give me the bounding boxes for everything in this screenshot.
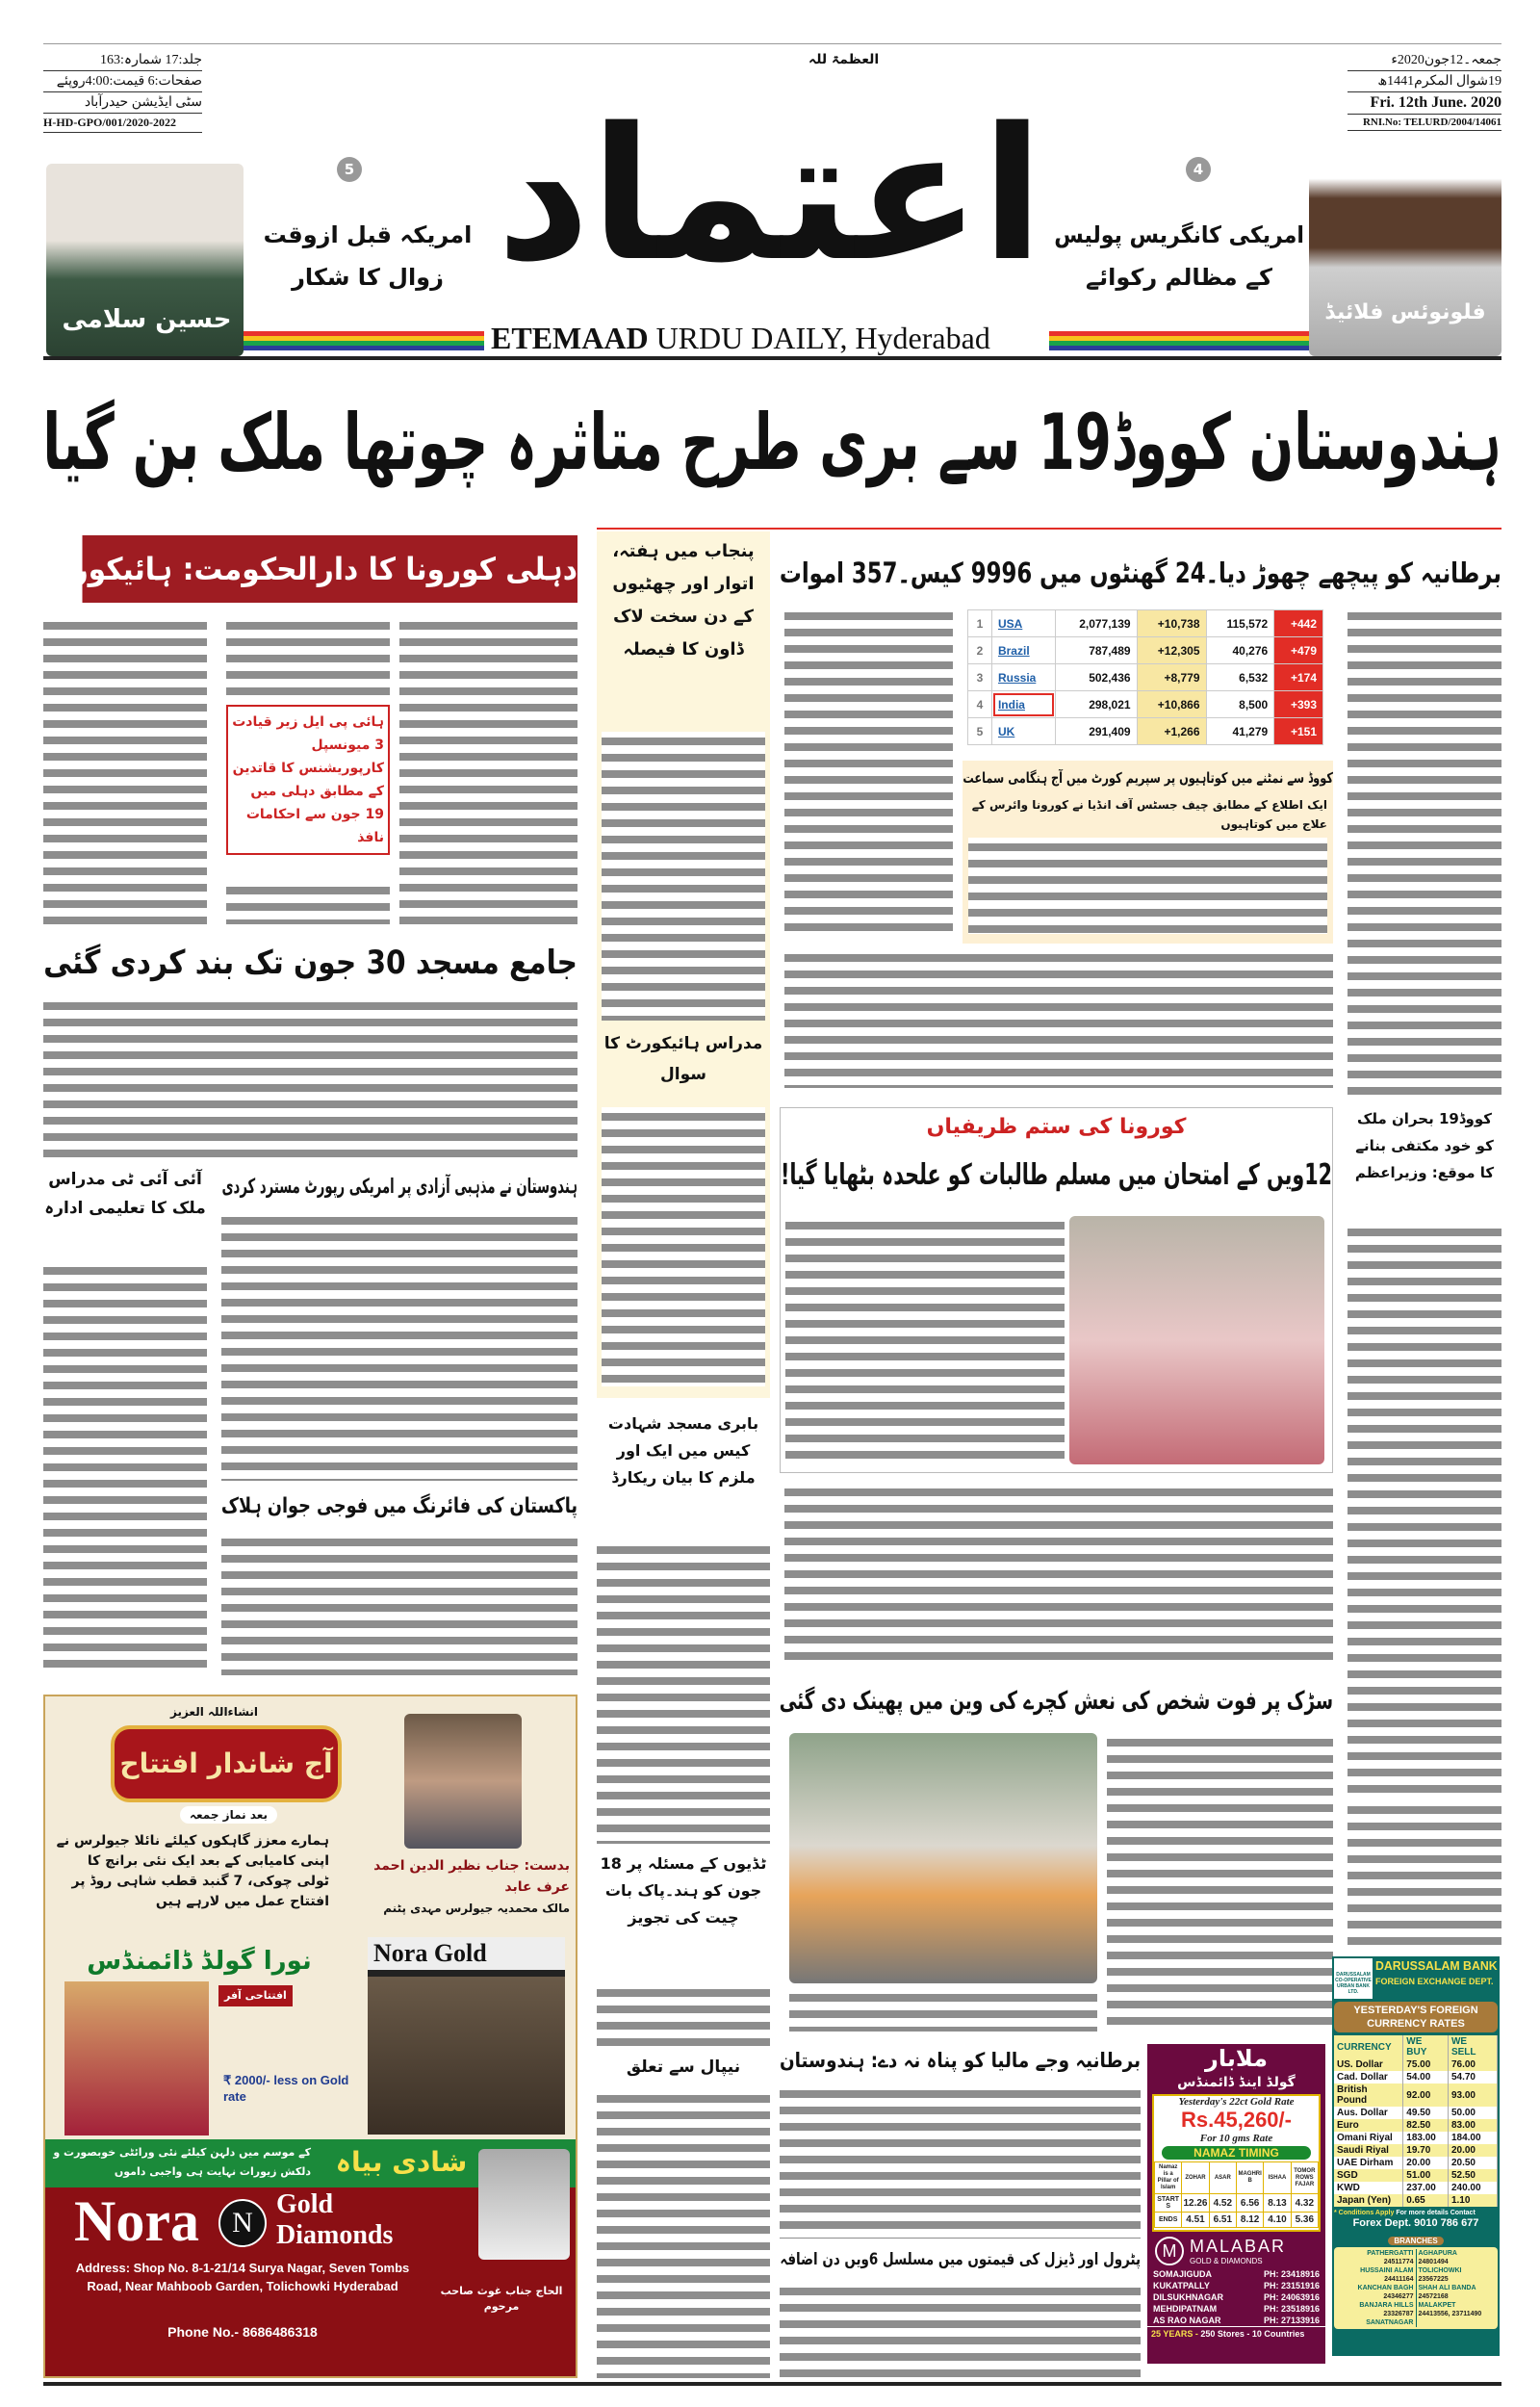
nora-logo-icon: N: [218, 2199, 267, 2247]
bank-dept: FOREIGN EXCHANGE DEPT.: [1375, 1977, 1494, 1986]
branch-phone: 24801494: [1418, 2259, 1449, 2265]
namaz-cell: MAGHRIB: [1236, 2162, 1263, 2194]
article-text: [597, 2089, 770, 2378]
currency-rate: 183.00: [1403, 2132, 1449, 2144]
english-title-rest: URDU DAILY, Hyderabad: [648, 321, 990, 355]
registration-no: H-HD-GPO/001/2020-2022: [43, 114, 202, 133]
memorial-caption: الحاج جناب غوث صاحب مرحوم: [440, 2285, 563, 2313]
article-text: [780, 2282, 1141, 2378]
malabar-ad[interactable]: [1147, 2044, 1325, 2364]
article-text: [43, 616, 207, 924]
ad-offer: افتتاحی آفر: [218, 1985, 293, 2006]
branches-left: [1336, 2249, 1417, 2327]
covid-country[interactable]: UK: [991, 718, 1055, 745]
branch-name: KANCHAN BAGH: [1357, 2285, 1414, 2291]
wedding-note: کے موسم میں دلہن کیلئے نئی ورائٹی خوبصورت و دلکش زیورات نہایت ہی واجبی داموں: [53, 2146, 311, 2178]
currency-name: KWD: [1334, 2182, 1403, 2194]
jama-masjid-headline[interactable]: جامع مسجد 30 جون تک بند کردی گئی: [43, 944, 578, 982]
delhi-box: ہائی پی ایل زیر قیادت 3 میونسپل کارپوریشنس کا قاتدین کے مطابق دہلی میں 19 جون سے احکامات نافذ: [226, 705, 390, 855]
color-stripes: [1049, 331, 1309, 350]
article-text: [226, 616, 390, 698]
teaser-line: زوال کا شکار: [292, 264, 444, 291]
garbage-van-photo: [789, 1733, 1097, 1983]
covid-row: [968, 718, 1323, 745]
branch-phone: 23567225: [1418, 2276, 1449, 2283]
branch-phone: PH: 23151916: [1263, 2281, 1320, 2291]
teaser-line: امریکی کانگریس پولیس: [1054, 221, 1304, 248]
corona-irony-title: کورونا کی ستم ظریفیاں: [926, 1115, 1187, 1139]
bride-photo: [64, 1981, 209, 2135]
covid-rank: 3: [968, 664, 992, 691]
namaz-cell: 8.12: [1236, 2213, 1263, 2228]
malabar-logo-icon: M: [1155, 2237, 1184, 2265]
branch-name: TOLICHOWKI: [1418, 2267, 1462, 2274]
branch-phone: PH: 24063916: [1263, 2292, 1320, 2302]
stores: 250 Stores - 10 Countries: [1200, 2329, 1305, 2339]
covid-country[interactable]: Russia: [991, 664, 1055, 691]
currency-rate: 49.50: [1403, 2107, 1449, 2119]
covid-row: [968, 610, 1323, 637]
currency-row: [1334, 2144, 1498, 2157]
nora-footer: [45, 2187, 576, 2376]
date-hijri: 19شوال المکرم1441ھ: [1348, 71, 1502, 92]
currency-name: Japan (Yen): [1334, 2194, 1403, 2207]
currency-rate: 54.70: [1448, 2071, 1497, 2083]
currency-row: [1334, 2083, 1498, 2107]
namaz-cell: 4.10: [1264, 2213, 1291, 2228]
covid-country[interactable]: Brazil: [991, 637, 1055, 664]
covid-deaths: 8,500: [1206, 691, 1274, 718]
date-urdu: جمعہ۔12جون2020ء: [1348, 50, 1502, 71]
branch-item: [1153, 2303, 1320, 2315]
currency-rate: 1.10: [1448, 2194, 1497, 2207]
branch-phone: 24411164: [1384, 2276, 1414, 2283]
namaz-row: [1155, 2194, 1319, 2213]
article-text: [1348, 1800, 1502, 1945]
shop-sign: Gold: [433, 1939, 487, 1967]
branch-name: MALAKPET: [1418, 2302, 1456, 2309]
currency-name: US. Dollar: [1334, 2058, 1403, 2071]
covid-rank: 1: [968, 610, 992, 637]
nepal-headline[interactable]: نیپال سے تعلق: [626, 2058, 741, 2077]
currency-header: WE SELL: [1448, 2035, 1497, 2058]
branch-name: MEHDIPATNAM: [1153, 2304, 1218, 2314]
currency-row: [1334, 2157, 1498, 2169]
gold-rate-unit: For 10 gms Rate: [1199, 2133, 1273, 2144]
covid-row: [968, 691, 1323, 718]
branches-title: BRANCHES: [1388, 2237, 1443, 2245]
branches-right: [1417, 2249, 1497, 2327]
namaz-cell: 4.32: [1291, 2194, 1318, 2213]
nazeer-photo: [404, 1714, 522, 1849]
branch-name: HUSSAINI ALAM: [1360, 2267, 1414, 2274]
brand-gold: Gold: [276, 2189, 334, 2219]
teaser-line: امریکہ قبل ازوقت: [263, 221, 473, 248]
currency-rate: 240.00: [1448, 2182, 1497, 2194]
ad-brand-urdu: نورا گولڈ ڈائمنڈس: [87, 1947, 312, 1976]
article-text: [43, 1261, 207, 1675]
ad-by-name: بدست: جناب نظیر الدین احمد عرف عابد: [373, 1858, 570, 1895]
bank-name: DARUSSALAM BANK: [1375, 1958, 1498, 1973]
gold-rate: Rs.45,260/-: [1181, 2108, 1292, 2132]
ad-by: [339, 1855, 570, 1919]
red-rule: [597, 528, 1502, 530]
supreme-court-lead: ایک اطلاع کے مطابق چیف جسٹس آف انڈیا نے کورونا وائرس کے علاج میں کوتاہیوں: [971, 798, 1327, 831]
contact: For more details Contact: [1396, 2210, 1476, 2216]
namaz-cell: ENDS: [1155, 2213, 1182, 2228]
namaz-cell: STARTS: [1155, 2194, 1182, 2213]
covid-new: +12,305: [1137, 637, 1206, 664]
currency-rate: 75.00: [1403, 2058, 1449, 2071]
branch-phone: 23326787: [1383, 2311, 1414, 2317]
article-text: [602, 1107, 765, 1386]
article-text: [784, 948, 1333, 1088]
article-text: [597, 1983, 770, 2046]
ad-by-sub: مالک محمدیہ جیولرس مہدی پٹنم: [383, 1902, 570, 1915]
pm-headline[interactable]: کووڈ19 بحران ملک کو خود مکتفی بنانے کا موقع: وزیراعظم: [1354, 1110, 1495, 1181]
phone-number: 8686486318: [242, 2324, 318, 2340]
currency-name: UAE Dirham: [1334, 2157, 1403, 2169]
locust-headline[interactable]: ٹڈیوں کے مسئلہ پر 18 جون کو ہند۔پاک بات چیت کی تجویز: [600, 1854, 767, 1927]
currency-row: [1334, 2132, 1498, 2144]
branch-phone: 24572168: [1418, 2293, 1449, 2300]
teaser-right[interactable]: [1054, 214, 1304, 298]
currency-row: [1334, 2119, 1498, 2132]
currency-rate: 51.00: [1403, 2169, 1449, 2182]
covid-rank: 4: [968, 691, 992, 718]
article-text: [221, 1211, 578, 1481]
currency-name: Omani Riyal: [1334, 2132, 1403, 2144]
branch-name: BANJARA HILLS: [1359, 2302, 1414, 2309]
covid-total: 2,077,139: [1056, 610, 1137, 637]
branch-item: [1153, 2268, 1320, 2280]
mallya-headline[interactable]: برطانیہ وجے مالیا کو پناہ نہ دے: ہندوستان: [779, 2049, 1141, 2072]
covid-deaths: 40,276: [1206, 637, 1274, 664]
branch-name: AGHAPURA: [1418, 2250, 1457, 2257]
date-english: Fri. 12th June. 2020: [1348, 92, 1502, 115]
covid-total: 291,409: [1056, 718, 1137, 745]
covid-row: [968, 637, 1323, 664]
currency-rate: 50.00: [1448, 2107, 1497, 2119]
article-text: [785, 1216, 1065, 1466]
branch-item: [1153, 2280, 1320, 2291]
namaz-cell: 8.13: [1264, 2194, 1291, 2213]
currency-rate: 93.00: [1448, 2083, 1497, 2107]
malabar-branches: [1147, 2268, 1325, 2326]
memorial-photo: [478, 2149, 570, 2260]
covid-new: +10,866: [1137, 691, 1206, 718]
branch-phone: PH: 23418916: [1263, 2269, 1320, 2279]
shop-photo: [368, 1937, 565, 2135]
malabar-urdu-sub: گولڈ اینڈ ڈائمنڈس: [1177, 2075, 1296, 2090]
currency-rate: 92.00: [1403, 2083, 1449, 2107]
brand-nora: Nora: [74, 2189, 199, 2253]
currency-rate: 52.50: [1448, 2169, 1497, 2182]
article-text: [226, 881, 390, 924]
covid-new: +10,738: [1137, 610, 1206, 637]
currency-rate: 54.00: [1403, 2071, 1449, 2083]
branch-phone: 24346277: [1383, 2293, 1414, 2300]
namaz-cell: 5.36: [1291, 2213, 1318, 2228]
delhi-hc-headline[interactable]: دہلی کورونا کا دارالحکومت: ہائیکورٹ: [83, 535, 578, 603]
brand-gold-diamonds: [276, 2189, 393, 2251]
branch-phone: PH: 27133916: [1263, 2316, 1320, 2325]
corona-irony-box: [780, 1107, 1333, 1473]
english-title-bold: ETEMAAD: [491, 321, 649, 355]
babri-headline[interactable]: بابری مسجد شہادت کیس میں ایک اور ملزم کا بیان ریکارڈ: [607, 1414, 759, 1487]
masthead-rule: [43, 356, 1502, 360]
article-text: [784, 607, 953, 934]
bank-logo: DARUSSALAM CO-OPERATIVE URBAN BANK LTD.: [1334, 1958, 1373, 1999]
covid-deaths: 41,279: [1206, 718, 1274, 745]
currency-header: WE BUY: [1403, 2035, 1449, 2058]
currency-rate: 20.50: [1448, 2157, 1497, 2169]
madras-hc-headline[interactable]: مدراس ہائیکورٹ کا سوال: [603, 1034, 763, 1084]
ad-title: آج شاندار افتتاح: [111, 1725, 342, 1802]
covid-rank: 5: [968, 718, 992, 745]
page-badge: 4: [1186, 157, 1211, 182]
branch-phone: 24413556, 23711490: [1418, 2311, 1482, 2317]
namaz-table: [1154, 2161, 1319, 2228]
teaser-line: کے مظالم رکوائے: [1086, 264, 1272, 291]
currency-row: [1334, 2194, 1498, 2207]
covid-new: +1,266: [1137, 718, 1206, 745]
shop-sign: Nora: [373, 1939, 428, 1967]
covid-new-deaths: +151: [1274, 718, 1323, 745]
covid-total: 298,021: [1056, 691, 1137, 718]
currency-row: [1334, 2071, 1498, 2083]
covid-country[interactable]: India: [991, 691, 1055, 718]
namaz-title: NAMAZ TIMING: [1162, 2146, 1311, 2160]
article-text: [602, 732, 765, 1021]
supreme-court-headline[interactable]: کووڈ سے نمٹنے میں کوتاہیوں پر سپریم کورٹ میں آج ہنگامی سماعت: [962, 769, 1333, 787]
petrol-headline[interactable]: پٹرول اور ڈیزل کی قیمتوں میں مسلسل 6ویں دن اضافہ: [780, 2250, 1141, 2269]
main-headline[interactable]: ہندوستان کووڈ19 سے بری طرح متاثرہ چوتھا ملک بن گیا: [42, 398, 1502, 487]
supreme-court-box: [962, 761, 1333, 944]
punjab-headline[interactable]: پنجاب میں ہفتہ، اتوار اور چھٹیوں کے دن سخت لاک ڈاون کا فیصلہ: [612, 541, 755, 660]
masthead-logo: اعتماد: [496, 89, 1044, 301]
branch-name: SOMAJIGUDA: [1153, 2269, 1213, 2279]
currency-rate: 20.00: [1403, 2157, 1449, 2169]
gold-rate-label: Yesterday's 22ct Gold Rate: [1178, 2096, 1295, 2108]
namaz-cell: 6.56: [1236, 2194, 1263, 2213]
covid-new-deaths: +393: [1274, 691, 1323, 718]
namaz-row: [1155, 2213, 1319, 2228]
currency-row: [1334, 2169, 1498, 2182]
photo-caption: حسین سلامی: [62, 305, 232, 334]
malabar-footer: [1147, 2326, 1325, 2341]
exam-photo: [1069, 1216, 1324, 1464]
article-text: [1107, 1733, 1333, 2032]
covid-new-deaths: +479: [1274, 637, 1323, 664]
top-rule: [43, 43, 1502, 44]
currency-name: Aus. Dollar: [1334, 2107, 1403, 2119]
currency-name: Euro: [1334, 2119, 1403, 2132]
namaz-cell: ASAR: [1209, 2162, 1236, 2194]
branch-item: [1153, 2315, 1320, 2326]
currency-name: British Pound: [1334, 2083, 1403, 2107]
article-text: [789, 1988, 1097, 2032]
article-text: [780, 2084, 1141, 2239]
ad-body: ہمارے معزز گاہکوں کیلئے نائلا جیولرس نے اپنی کامیابی کے بعد ایک نئی برانچ کا ٹولی چوکی، 7 گنبد قطب شاہی روڈ پر افتتاح عمل میں لارہے ہیں: [56, 1833, 329, 1909]
namaz-cell: ISHAA: [1264, 2162, 1291, 2194]
ad-subtitle: بعد نماز جمعہ: [180, 1806, 277, 1824]
currency-name: Saudi Riyal: [1334, 2144, 1403, 2157]
currency-row: [1334, 2182, 1498, 2194]
malabar-urdu: ملابار: [1205, 2045, 1268, 2072]
currency-rate: 19.70: [1403, 2144, 1449, 2157]
date-info: [1348, 50, 1502, 131]
covid-new-deaths: +442: [1274, 610, 1323, 637]
pages-price: صفحات:6 قیمت:4:00روپئے: [43, 71, 202, 92]
ad-top: انشاءاللہ العزیز: [170, 1705, 259, 1719]
ad-phone: [64, 2322, 421, 2342]
namaz-cell: 12.26: [1182, 2194, 1209, 2213]
page-badge: 5: [337, 157, 362, 182]
branch-phone: 24511774: [1383, 2259, 1414, 2265]
branch-item: [1153, 2291, 1320, 2303]
article-text: [399, 616, 578, 924]
currency-rate: 82.50: [1403, 2119, 1449, 2132]
covid-country[interactable]: USA: [991, 610, 1055, 637]
currency-row: [1334, 2058, 1498, 2071]
nora-jewellers-ad[interactable]: [43, 1695, 578, 2378]
article-text: [597, 1540, 770, 1844]
namaz-cell: 6.51: [1209, 2213, 1236, 2228]
volume-issue: جلد:17 شمارہ:163: [43, 50, 202, 71]
wedding-title: شادی بیاہ: [335, 2146, 468, 2178]
years: 25 YEARS -: [1151, 2329, 1201, 2339]
namaz-row: [1155, 2162, 1319, 2194]
branch-name: SHAH ALI BANDA: [1418, 2285, 1476, 2291]
covid-total: 787,489: [1056, 637, 1137, 664]
rni-no: RNI.No: TELURD/2004/14061: [1348, 115, 1502, 131]
photo-caption: فلونوئس فلائیڈ: [1324, 300, 1486, 324]
pakistan-headline[interactable]: پاکستان کی فائرنگ میں فوجی جوان ہلاک: [220, 1494, 578, 1518]
currency-name: Cad. Dollar: [1334, 2071, 1403, 2083]
branch-phone: PH: 23518916: [1263, 2304, 1320, 2314]
currency-rate: 237.00: [1403, 2182, 1449, 2194]
rates-title: YESTERDAY'S FOREIGN CURRENCY RATES: [1334, 2002, 1498, 2032]
covid-row: [968, 664, 1323, 691]
covid-new-deaths: +174: [1274, 664, 1323, 691]
edition: سٹی ایڈیشن حیدرآباد: [43, 92, 202, 114]
article-text: [968, 838, 1327, 934]
darussalam-bank-ad[interactable]: [1332, 1956, 1500, 2356]
issue-info: [43, 50, 202, 133]
color-stripes: [244, 331, 484, 350]
article-text: [221, 1533, 578, 1675]
conditions: * Conditions Apply: [1334, 2210, 1395, 2216]
branch-name: PATHERGATTI: [1367, 2250, 1414, 2257]
article-text: [784, 1483, 1333, 1666]
english-title: [491, 321, 1049, 355]
currency-rate: 83.00: [1448, 2119, 1497, 2132]
currency-rate: 0.65: [1403, 2194, 1449, 2207]
article-text: [43, 996, 578, 1160]
namaz-cell: 4.52: [1209, 2194, 1236, 2213]
currency-row: [1334, 2107, 1498, 2119]
branch-name: DILSUKHNAGAR: [1153, 2292, 1223, 2302]
forex-phone: Forex Dept. 9010 786 677: [1352, 2217, 1479, 2229]
masthead-tagline: العظمۃ للہ: [808, 52, 880, 67]
us-report-headline[interactable]: ہندوستان نے مذہبی آزادی پر امریکی رپورٹ مسترد کردی: [221, 1175, 578, 1198]
namaz-cell: ZOHAR: [1182, 2162, 1209, 2194]
iit-headline[interactable]: آئی آئی ٹی مدراس ملک کا تعلیمی ادارہ: [44, 1170, 206, 1218]
namaz-cell: TOMORROWS FAJAR: [1291, 2162, 1318, 2194]
garbage-van-headline[interactable]: سڑک پر فوت شخص کی نعش کچرے کی وین میں پھینک دی گئی: [779, 1687, 1333, 1716]
covid-new: +8,779: [1137, 664, 1206, 691]
currency-rate: 76.00: [1448, 2058, 1497, 2071]
namaz-cell: Namaz is a Pillar of Islam: [1155, 2162, 1182, 2194]
ad-address: Address: Shop No. 8-1-21/14 Surya Nagar, Seven Tombs Road, Near Mahboob Garden, Tolichowki Hyderabad: [75, 2261, 410, 2293]
namaz-cell: 4.51: [1182, 2213, 1209, 2228]
uk-headline[interactable]: برطانیہ کو پیچھے چھوڑ دیا۔24 گھنٹوں میں 9996 کیس۔357 اموات: [779, 556, 1502, 589]
bottom-rule: [43, 2382, 1502, 2386]
covid-total: 502,436: [1056, 664, 1137, 691]
currency-rate: 184.00: [1448, 2132, 1497, 2144]
covid-deaths: 6,532: [1206, 664, 1274, 691]
malabar-brand: MALABAR: [1190, 2237, 1287, 2256]
branch-name: KUKATPALLY: [1153, 2281, 1210, 2291]
branch-name: AS RAO NAGAR: [1153, 2316, 1221, 2325]
covid-table: [967, 609, 1323, 745]
article-text: [1348, 607, 1502, 1098]
phone-label: Phone No.-: [167, 2324, 243, 2340]
currency-name: SGD: [1334, 2169, 1403, 2182]
exam-headline[interactable]: 12ویں کے امتحان میں مسلم طالبات کو علحدہ بٹھایا گیا!: [780, 1158, 1332, 1192]
currency-header: CURRENCY: [1334, 2035, 1403, 2058]
covid-rank: 2: [968, 637, 992, 664]
currency-rate: 20.00: [1448, 2144, 1497, 2157]
currency-table: [1334, 2035, 1498, 2207]
branch-name: SANATNAGAR: [1366, 2319, 1414, 2326]
brand-diamonds: Diamonds: [276, 2220, 394, 2250]
teaser-left[interactable]: [252, 214, 483, 298]
malabar-brand-sub: GOLD & DIAMONDS: [1190, 2257, 1263, 2265]
ad-rate: ₹ 2000/- less on Gold rate: [223, 2073, 349, 2104]
covid-deaths: 115,572: [1206, 610, 1274, 637]
